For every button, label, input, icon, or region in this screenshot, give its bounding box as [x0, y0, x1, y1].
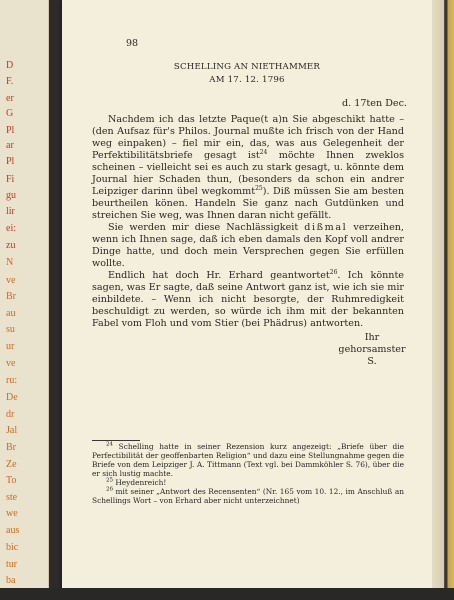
closing-line-2: gehorsamster — [338, 344, 406, 355]
left-page-fragment: er — [6, 93, 14, 104]
left-page-fragment: ba — [6, 575, 16, 586]
footnotes — [92, 442, 404, 505]
left-page-fragment: su — [6, 324, 15, 335]
left-page-fragment: aus — [6, 525, 20, 536]
footnote-25: $^{25}$ Heydenreich! — [106, 477, 167, 487]
bottom-background — [0, 588, 454, 600]
left-page-fragment: ve — [6, 358, 16, 369]
letter-closing — [337, 332, 407, 368]
letter-date: AM 17. 12. 1796 — [209, 75, 285, 85]
page-number: 98 — [126, 38, 139, 49]
footnote-24: $^{24}$ Schelling hatte in seiner Rezension kurz angezeigt: „Briefe über die Perfectibilität der geoffenbarten Religion“ und dazu eine Stellungnahme gegen die Briefe von dem Leipziger J. A. Tittmann (Text vgl. bei Dammköhler S. 76), über die er sich lustig machte. — [92, 441, 404, 478]
footnote-ref-24: 24 — [259, 148, 268, 156]
left-page-edge — [0, 0, 49, 590]
left-page-fragment: Fi — [6, 174, 15, 185]
footnote-ref-26: 26 — [329, 268, 338, 276]
left-page-fragment: au — [6, 308, 16, 319]
letter-body — [92, 114, 404, 330]
footnote-ref-25: 25 — [255, 184, 263, 192]
left-page-fragment: Pl — [6, 156, 15, 167]
left-page-fragment: D — [6, 60, 14, 71]
left-page-fragment: N — [6, 257, 14, 268]
left-page-fragment: lir — [6, 206, 15, 217]
left-page-fragment: bic — [6, 542, 19, 553]
left-page-fragment: ru: — [6, 375, 18, 386]
left-page-fragment: Pl — [6, 125, 15, 136]
left-page-fragment: Br — [6, 291, 16, 302]
footnote-rule — [92, 440, 140, 441]
left-page-fragment: ve — [6, 275, 16, 286]
book-page — [62, 0, 432, 590]
left-page-fragment: ar — [6, 140, 14, 151]
left-page-fragment: ste — [6, 492, 18, 503]
left-page-fragment: tur — [6, 559, 18, 570]
left-page-fragment: Ze — [6, 459, 17, 470]
closing-line-1: Ihr — [364, 332, 380, 343]
left-page-fragment: Br — [6, 442, 16, 453]
left-page-fragment: To — [6, 475, 17, 486]
left-page-fragment: G — [6, 108, 14, 119]
left-page-fragment: gu — [6, 190, 16, 201]
left-page-fragment: ur — [6, 341, 15, 352]
paragraph-1: Nachdem ich das letzte Paque(t a)n Sie abgeschikt hatte – (den Aufsaz für's Philos. Journal mußte ich frisch von der Hand weg einpaken) – fiel mir ein, das, was aus Gelegenheit der Perfektibilitätsbriefe gesagt ist$^{24}$ möchte Ihnen zweklos scheinen – vielleicht sei es auch zu stark gesagt, u. könnte dem Journal hier Schaden thun, (besonders da schon ein andrer Leipziger darinn übel wegkommt$^{25}$). Diß müssen Sie am besten beurtheilen könen. Handeln Sie ganz nach Gutdünken und streichen Sie weg, was Ihnen daran nicht gefällt. — [92, 114, 405, 221]
left-page-fragment: dr — [6, 409, 15, 420]
footnote-26: $^{26}$ mit seiner „Antwort des Recensenten“ (Nr. 165 vom 10. 12., im Anschluß an Schellings Wort – von Erhard aber nicht unterzeichnet) — [92, 486, 404, 505]
signature: S. — [367, 356, 377, 367]
left-page-fragment: F. — [6, 76, 14, 87]
paragraph-3: Endlich hat doch Hr. Erhard geantwortet$^{26}$. Ich könnte sagen, was Er sagte, daß seine Antwort ganz ist, wie ich sie mir einbildete. – Wenn ich nicht besorgte, der Ruhmredigkeit beschuldigt zu werden, so würde ich ihm mit der bekannten Fabel vom Floh und vom Stier (bei Phädrus) antworten. — [92, 268, 404, 329]
letter-title: SCHELLING AN NIETHAMMER — [173, 62, 321, 72]
left-page-fragment: ei: — [6, 223, 16, 234]
left-page-fragment: De — [6, 392, 18, 403]
paragraph-2: Sie werden mir diese Nachlässigkeit dißmal verzeihen, wenn ich Ihnen sage, daß ich eben damals den Kopf voll andrer Dinge hatte, und doch mein Versprechen gegen Sie erfüllen wollte. — [92, 222, 404, 269]
dateline: d. 17ten Dec. — [341, 98, 407, 109]
spaced-word: dißmal — [304, 222, 348, 233]
right-page-edge — [432, 0, 454, 590]
left-page-fragment: Jal — [6, 425, 18, 436]
left-page-fragment: zu — [6, 240, 16, 251]
left-page-fragment: we — [6, 508, 18, 519]
